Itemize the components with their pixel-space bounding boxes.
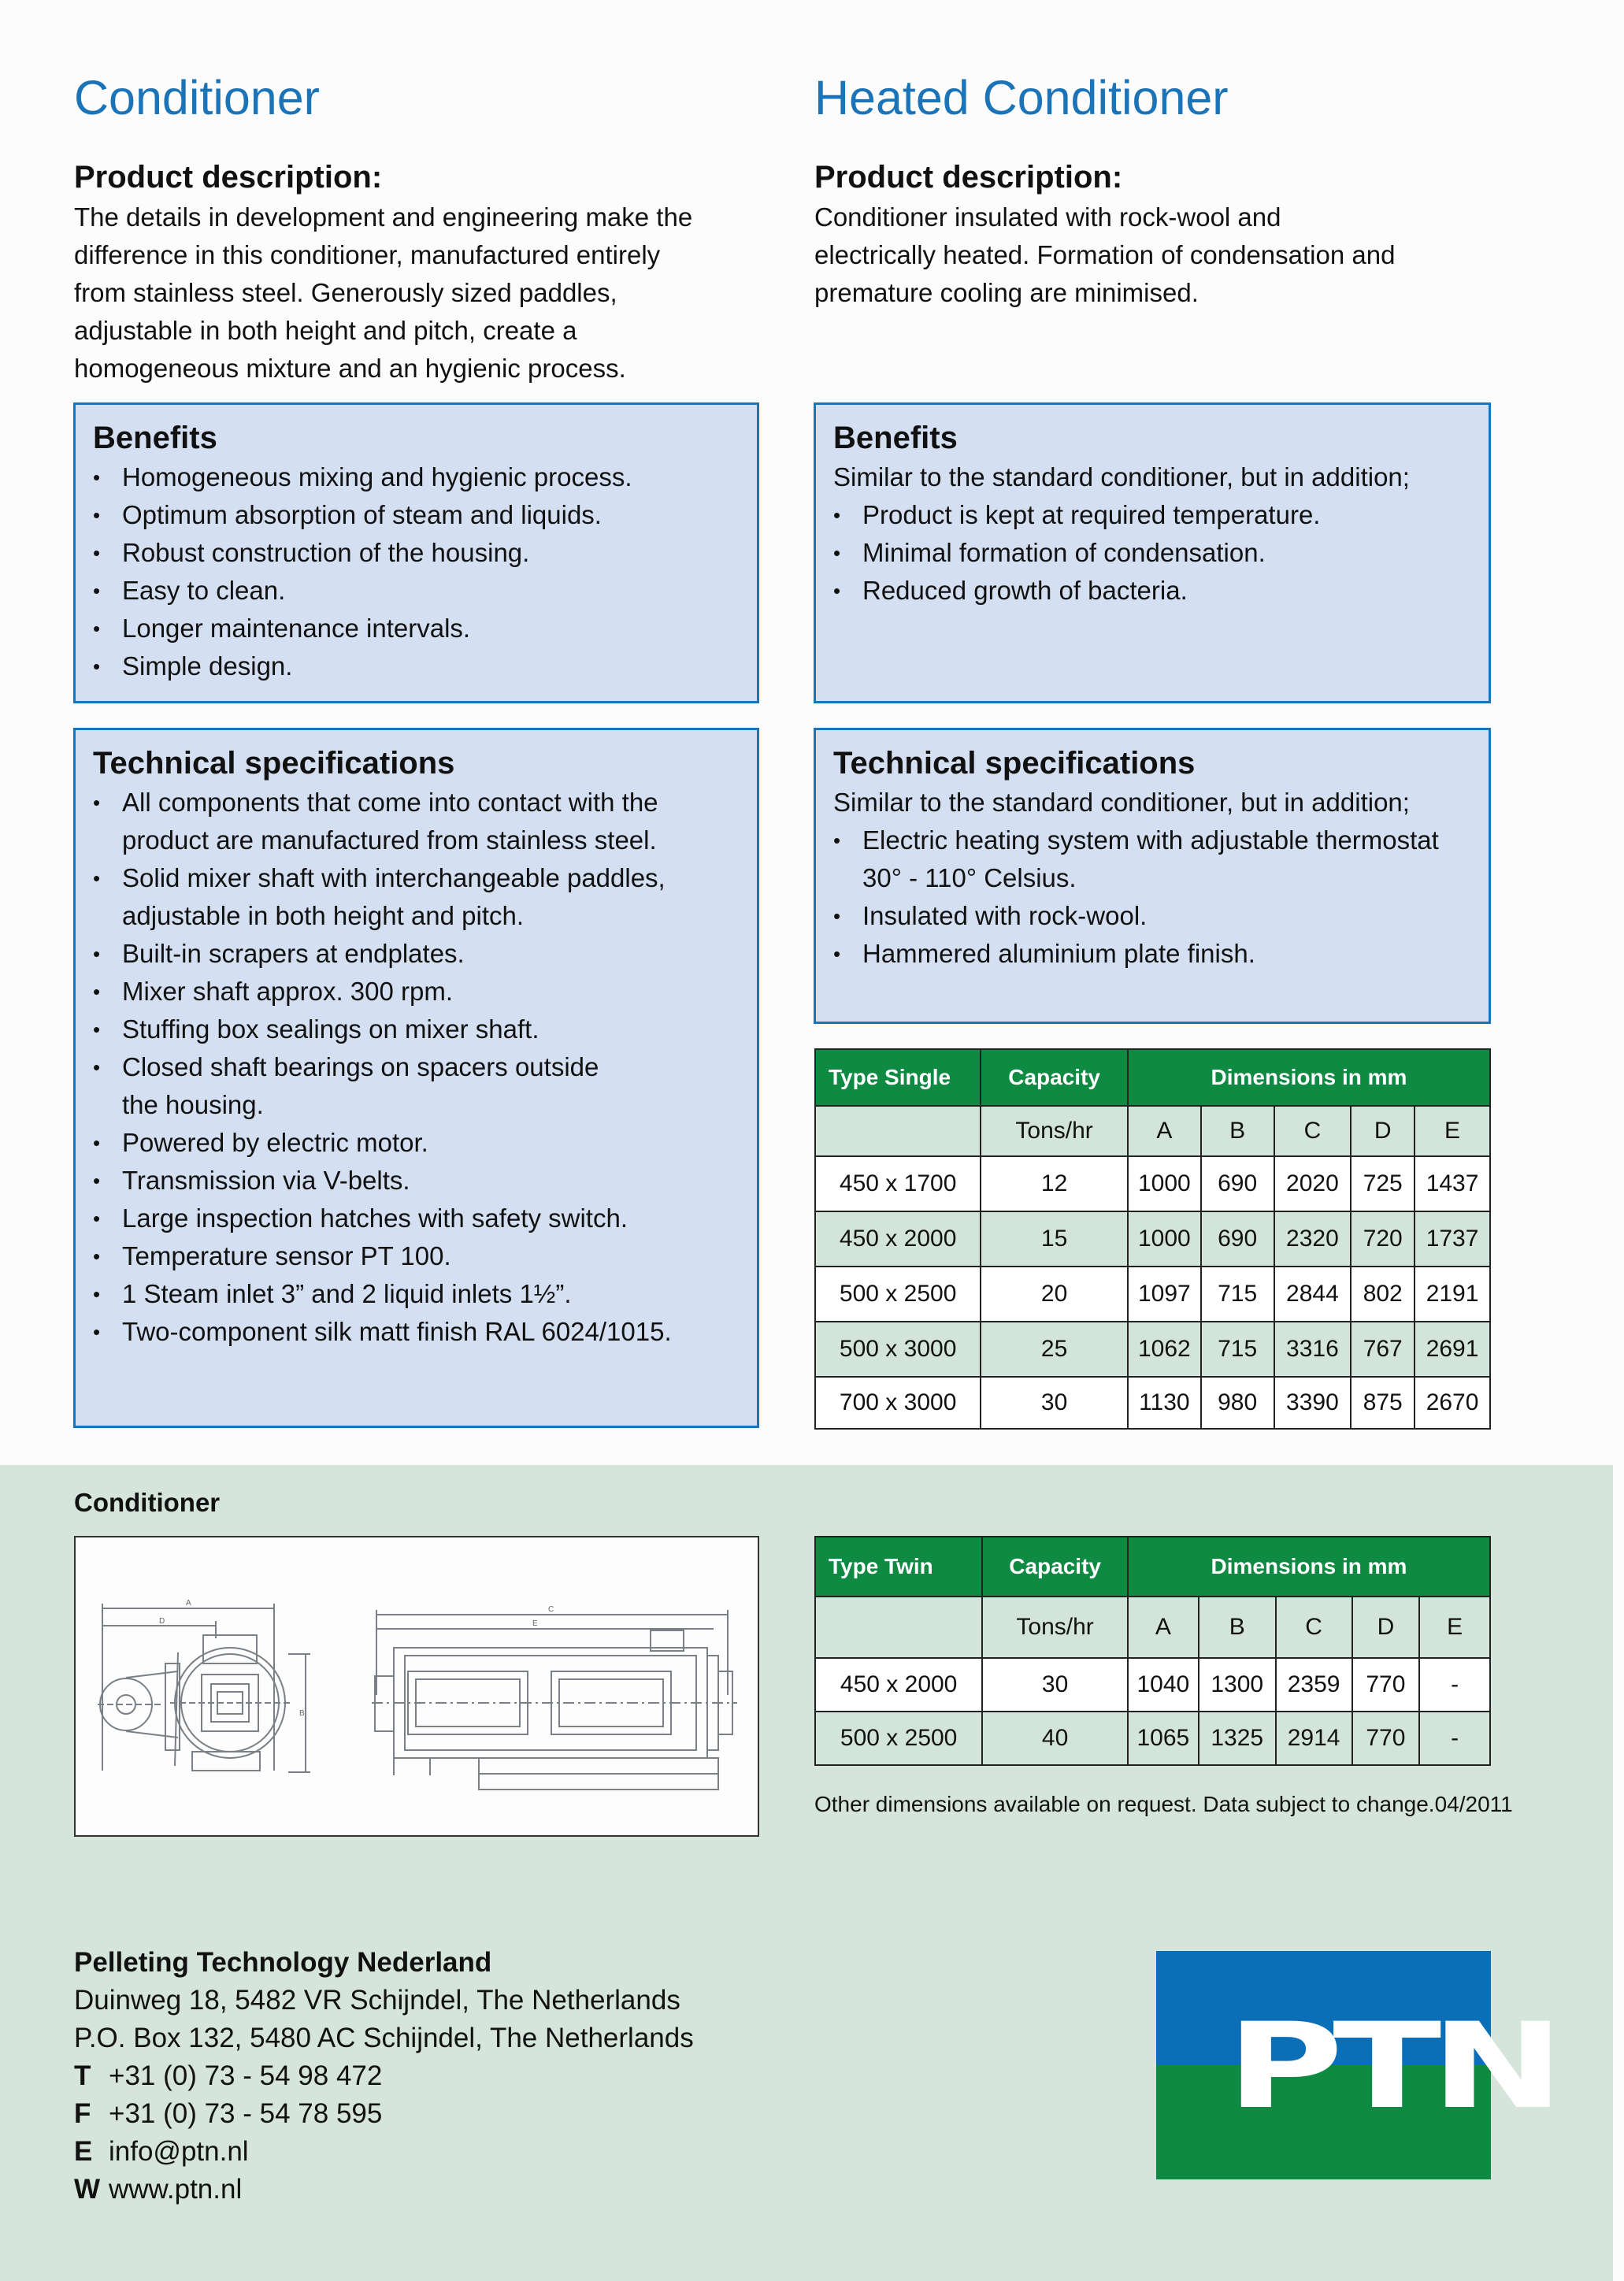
spec-item: • Transmission via V-belts. — [93, 1162, 741, 1200]
spec-item: • Solid mixer shaft with interchangeable paddles, adjustable in both height and pitch. — [93, 859, 741, 935]
table-row: 500 x 2500 40 1065 1325 2914 770 - — [815, 1712, 1490, 1765]
email-link[interactable]: info@ptn.nl — [109, 2136, 249, 2167]
left-specs-heading: Technical specifications — [93, 746, 455, 781]
table-row: 450 x 2000 15 1000 690 2320 720 1737 — [815, 1211, 1490, 1267]
right-benefits-box — [814, 402, 1491, 703]
spec-item: • Large inspection hatches with safety switch. — [93, 1200, 741, 1237]
dimension-label-e: E — [532, 1619, 538, 1628]
phone-number: +31 (0) 73 - 54 98 472 — [109, 2060, 383, 2091]
right-benefits-intro: Similar to the standard conditioner, but in addition; — [833, 462, 1410, 491]
unit-cell — [815, 1106, 981, 1156]
unit-cell: C — [1274, 1106, 1351, 1156]
right-specs-intro: Similar to the standard conditioner, but in addition; — [833, 788, 1410, 817]
left-specs-list — [93, 784, 741, 1351]
spec-item: • Insulated with rock-wool. — [833, 897, 1473, 935]
company-address — [74, 1944, 783, 2209]
left-benefits-box — [73, 402, 759, 703]
spec-item: • Two-component silk matt finish RAL 6024/1015. — [93, 1313, 741, 1351]
email-line: E info@ptn.nl — [74, 2136, 249, 2167]
benefit-item: • Reduced growth of bacteria. — [833, 572, 1473, 610]
left-description-line: homogeneous mixture and an hygienic process. — [74, 354, 626, 383]
address-line-1: Duinweg 18, 5482 VR Schijndel, The Netherlands — [74, 1985, 680, 2016]
left-description-line: adjustable in both height and pitch, create a — [74, 316, 577, 345]
benefit-item: • Easy to clean. — [93, 572, 741, 610]
spec-item: • All components that come into contact with the product are manufactured from stainless steel. — [93, 784, 741, 859]
table-row: 450 x 1700 12 1000 690 2020 725 1437 — [815, 1156, 1490, 1211]
dimension-label-c: C — [548, 1605, 554, 1614]
heated-conditioner-title: Heated Conditioner — [814, 71, 1229, 124]
spec-item: • Mixer shaft approx. 300 rpm. — [93, 973, 741, 1011]
fax-number: +31 (0) 73 - 54 78 595 — [109, 2098, 383, 2129]
left-specs-box — [73, 728, 759, 1428]
header-capacity: Capacity — [982, 1537, 1128, 1597]
unit-cell: Tons/hr — [982, 1597, 1128, 1658]
left-description — [74, 198, 767, 388]
spec-item: • Closed shaft bearings on spacers outside the housing. — [93, 1048, 741, 1124]
unit-cell: B — [1201, 1106, 1274, 1156]
spec-item: • Built-in scrapers at endplates. — [93, 935, 741, 973]
ptn-logo — [1156, 1951, 1554, 2179]
right-description-line: Conditioner insulated with rock-wool and — [814, 202, 1281, 232]
drawing-heading: Conditioner — [74, 1488, 221, 1517]
unit-cell: A — [1128, 1597, 1199, 1658]
header-type: Type Single — [815, 1049, 981, 1106]
spec-item: • Electric heating system with adjustable thermostat 30° - 110° Celsius. — [833, 822, 1473, 897]
benefit-item: • Optimum absorption of steam and liquids. — [93, 496, 741, 534]
header-capacity: Capacity — [981, 1049, 1128, 1106]
company-name: Pelleting Technology Nederland — [74, 1947, 492, 1978]
left-description-line: from stainless steel. Generously sized paddles, — [74, 278, 617, 307]
unit-cell: E — [1415, 1106, 1490, 1156]
fax-line: F +31 (0) 73 - 54 78 595 — [74, 2098, 383, 2129]
left-description-line: difference in this conditioner, manufactured entirely — [74, 240, 661, 269]
right-specs-list — [833, 822, 1473, 973]
header-type: Type Twin — [815, 1537, 982, 1597]
table-row: 450 x 2000 30 1040 1300 2359 770 - — [815, 1658, 1490, 1712]
left-description-line: The details in development and engineering make the — [74, 202, 693, 232]
unit-cell: Tons/hr — [981, 1106, 1128, 1156]
web-line: W www.ptn.nl — [74, 2174, 243, 2205]
dimension-label-d: D — [159, 1617, 165, 1626]
benefit-item: • Simple design. — [93, 647, 741, 685]
unit-cell: A — [1128, 1106, 1201, 1156]
benefit-item: • Minimal formation of condensation. — [833, 534, 1473, 572]
spec-item: • Hammered aluminium plate finish. — [833, 935, 1473, 973]
spec-item: • 1 Steam inlet 3” and 2 liquid inlets 1½”. — [93, 1275, 741, 1313]
header-dimensions: Dimensions in mm — [1128, 1049, 1490, 1106]
right-description-heading: Product description: — [814, 160, 1123, 195]
right-description-line: premature cooling are minimised. — [814, 278, 1199, 307]
spec-item: • Powered by electric motor. — [93, 1124, 741, 1162]
right-specs-box — [814, 728, 1491, 1024]
benefit-item: • Product is kept at required temperature. — [833, 496, 1473, 534]
unit-cell: D — [1351, 1106, 1415, 1156]
left-benefits-heading: Benefits — [93, 421, 217, 455]
phone-line: T +31 (0) 73 - 54 98 472 — [74, 2060, 383, 2091]
right-specs-heading: Technical specifications — [833, 746, 1196, 781]
spec-item: • Temperature sensor PT 100. — [93, 1237, 741, 1275]
table-row: 500 x 2500 20 1097 715 2844 802 2191 — [815, 1267, 1490, 1322]
table-row: 500 x 3000 25 1062 715 3316 767 2691 — [815, 1322, 1490, 1377]
left-description-heading: Product description: — [74, 160, 383, 195]
benefit-item: • Longer maintenance intervals. — [93, 610, 741, 647]
dimension-label-b: B — [299, 1709, 305, 1718]
unit-cell: D — [1352, 1597, 1420, 1658]
unit-cell: B — [1199, 1597, 1276, 1658]
website-link[interactable]: www.ptn.nl — [109, 2174, 243, 2205]
availability-note: Other dimensions available on request. Data subject to change.04/2011 — [814, 1792, 1513, 1816]
right-benefits-heading: Benefits — [833, 421, 958, 455]
right-description-line: electrically heated. Formation of condensation and — [814, 240, 1396, 269]
unit-cell: E — [1419, 1597, 1490, 1658]
benefit-item: • Homogeneous mixing and hygienic process. — [93, 458, 741, 496]
unit-cell — [815, 1597, 982, 1658]
type-twin-table — [814, 1536, 1491, 1766]
conditioner-technical-drawing — [76, 1537, 758, 1835]
address-line-2: P.O. Box 132, 5480 AC Schijndel, The Netherlands — [74, 2023, 694, 2053]
type-single-table — [814, 1048, 1491, 1430]
benefit-item: • Robust construction of the housing. — [93, 534, 741, 572]
ptn-logo-text: PTN — [1226, 1998, 1554, 2135]
spec-item: • Stuffing box sealings on mixer shaft. — [93, 1011, 741, 1048]
unit-cell: C — [1276, 1597, 1352, 1658]
header-dimensions: Dimensions in mm — [1128, 1537, 1490, 1597]
dimension-label-a: A — [186, 1599, 191, 1608]
left-benefits-list — [93, 458, 741, 685]
conditioner-title: Conditioner — [74, 71, 320, 124]
right-benefits-list — [833, 496, 1473, 610]
table-row: 700 x 3000 30 1130 980 3390 875 2670 — [815, 1377, 1490, 1429]
conditioner-drawing-frame — [74, 1536, 759, 1837]
right-description — [814, 198, 1523, 312]
